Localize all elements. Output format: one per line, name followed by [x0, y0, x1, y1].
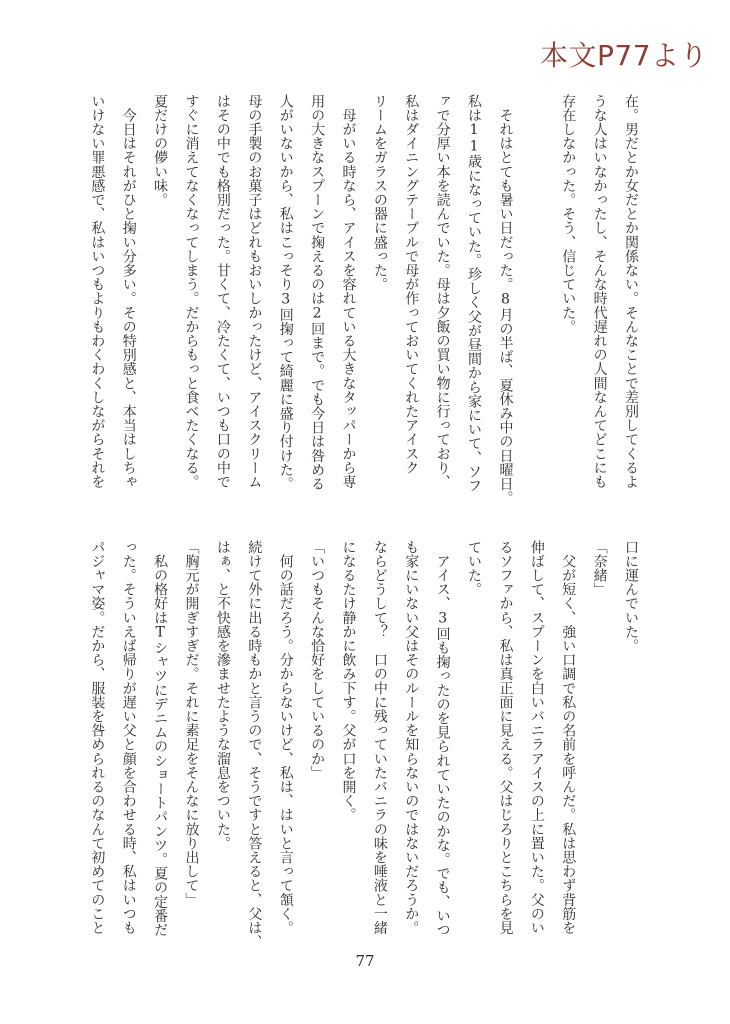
excerpt-title: 本文P77より: [540, 39, 709, 72]
text-column: いけない罪悪感で、私はいつもよりもわくわくしながらそれを: [89, 94, 106, 489]
dialogue-column: 「いつもそんな恰好をしているのか」: [309, 540, 326, 780]
text-column: るソファから、私は真正面に見える。父はじろりとこちらを見: [497, 540, 514, 935]
top-text-block: [80, 94, 646, 504]
text-column: リームをガラスの器に盛った。: [371, 94, 388, 292]
text-column: 夏だけの儚い味。: [152, 94, 169, 207]
text-column: 在。男だとか女だとか関係ない。そんなことで差別してくるよ: [623, 94, 639, 489]
text-column: 口に運んでいた。: [623, 540, 639, 653]
text-column: 母がいる時なら、アイスを容れている大きなタッパーから専: [340, 94, 357, 489]
text-column: 私は11歳になっていた。珍しく父が昼間から家にいて、ソフ: [466, 94, 483, 493]
text-column: ていた。: [466, 540, 483, 597]
text-column: ならどうして？ 口の中に残っていたバニラの味を唾液と一緒: [371, 540, 388, 935]
text-column: 父が短く、強い口調で私の名前を呼んだ。私は思わず背筋を: [560, 540, 577, 935]
text-column: 今日はそれがひと掬い分多い。その特別感と、本当はしちゃ: [120, 94, 137, 489]
text-column: った。そういえば帰りが遅い父と顔を合わせる時、私はいつも: [120, 540, 137, 935]
page-number: 77: [355, 952, 375, 970]
text-column: 私の格好はTシャツにデニムのショートパンツ。夏の定番だ: [152, 540, 169, 937]
text-column: 私はダイニングテーブルで母が作っておいてくれたアイスク: [403, 94, 420, 475]
text-column: はその中でも格別だった。甘くて、冷たくて、いつも口の中で: [214, 94, 231, 489]
bottom-text-block: [80, 540, 646, 950]
text-column: 何の話だろう。分からないけど、私は、はいと言って頷く。: [277, 540, 294, 935]
text-column: パジャマ姿。だから、服装を咎められるのなんて初めてのこと: [89, 540, 106, 935]
text-column: アイス、3回も掬ったのを見られていたのかな。でも、いつ: [434, 540, 451, 937]
text-column: すぐに消えてなくなってしまう。だからもっと食べたくなる。: [183, 94, 200, 489]
text-column: 人がいないから、私はこっそり3回掬って綺麗に盛り付けた。: [277, 94, 294, 491]
text-column: はぁ、と不快感を滲ませたような溜息をついた。: [214, 540, 231, 851]
text-column: も家にいない父はそのルールを知らないのではないだろうか。: [403, 540, 420, 935]
dialogue-column: 「奈緒」: [591, 540, 608, 597]
text-column: 伸ばして、スプーンを白いバニラアイスの上に置いた。父のい: [528, 540, 545, 935]
text-column: 用の大きなスプーンで掬えるのは2回まで。でも今日は咎める: [309, 94, 326, 491]
dialogue-column: 「胸元が開ぎすぎだ。それに素足をそんなに放り出して」: [183, 540, 200, 907]
text-column: になるたけ静かに飲み下す。父が口を開く。: [340, 540, 357, 822]
text-column: 続けて外に出る時もかと言うので、そうですと答えると、父は、: [246, 540, 263, 949]
text-column: それはとても暑い日だった。8月の半ば、夏休み中の日曜日。: [497, 94, 514, 505]
blank-line: [520, 94, 551, 494]
text-column: ァで分厚い本を読んでいた。母は夕飯の買い物に行っており、: [434, 94, 451, 489]
text-column: うな人はいなかったし、そんな時代遅れの人間なんてどこにも: [591, 94, 608, 489]
text-column: 母の手製のお菓子はどれもおいしかったけど、アイスクリーム: [246, 94, 263, 489]
text-column: 存在しなかった。そう、信じていた。: [560, 94, 577, 334]
